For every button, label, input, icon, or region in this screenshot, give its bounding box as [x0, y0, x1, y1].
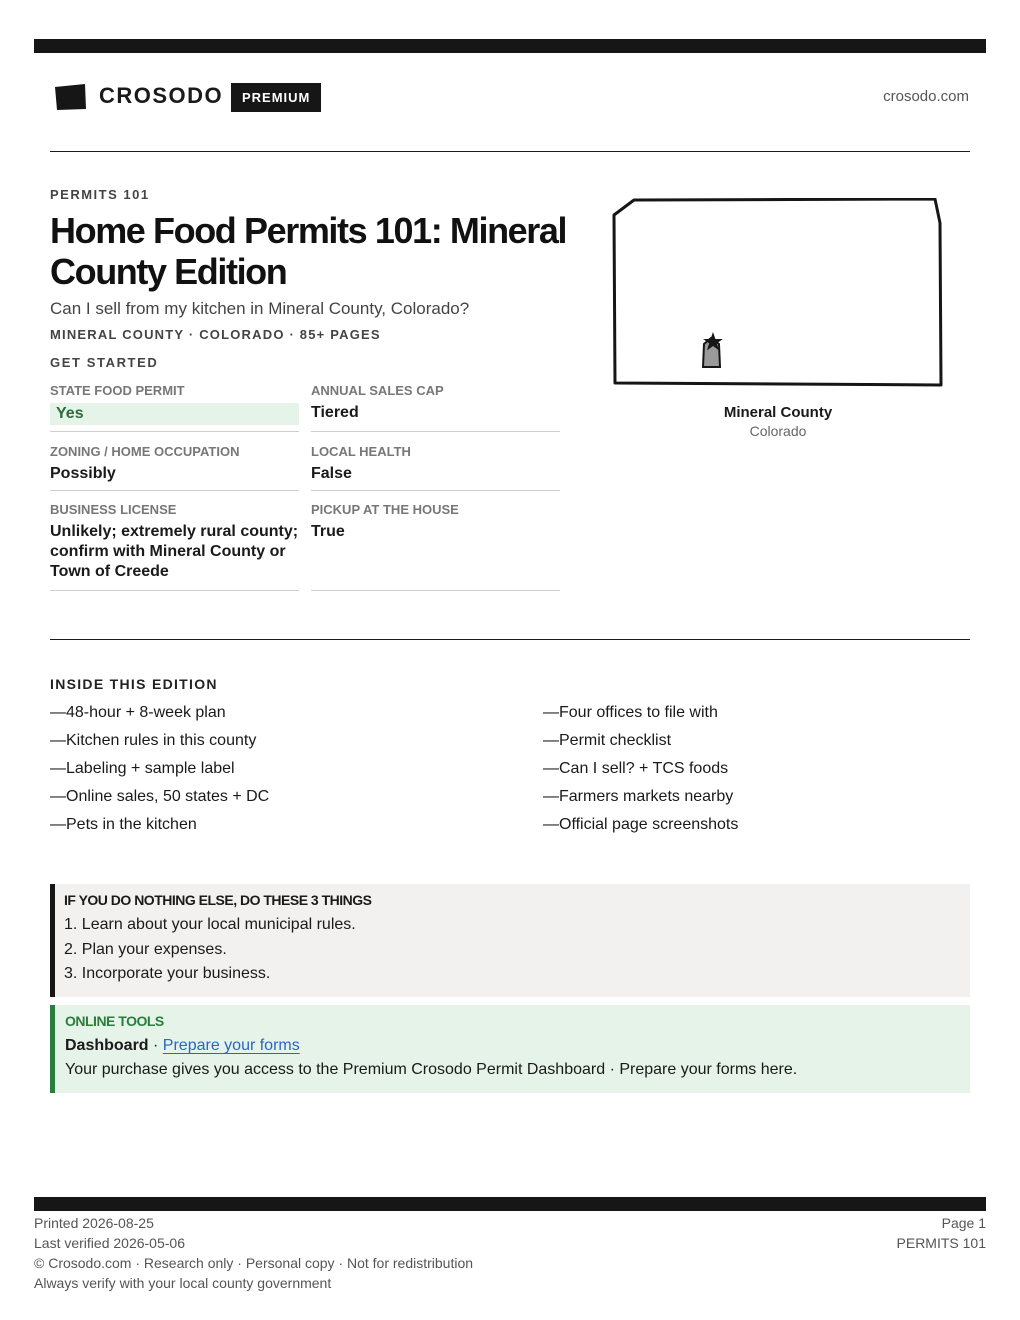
verified-date: Last verified 2026-05-06 [34, 1235, 185, 1251]
toc-item: —Labeling + sample label [50, 760, 235, 777]
fact-value: Yes [50, 403, 299, 425]
map-caption [612, 404, 944, 439]
toc-right-column [543, 703, 963, 843]
separator: · [148, 1037, 163, 1054]
bottom-rule-bar [34, 1197, 986, 1211]
fact-annual-sales-cap [311, 383, 560, 432]
page-subtitle: Can I sell from my kitchen in Mineral County, Colorado? [50, 299, 470, 318]
county-locator-map [612, 198, 944, 390]
fact-value: True [311, 523, 345, 540]
page-title: Home Food Permits 101: Mineral County Edition [50, 210, 567, 292]
callout-item: 1. Learn about your local municipal rules. [64, 916, 356, 933]
colorado-outline [612, 198, 944, 390]
fact-label: BUSINESS LICENSE [50, 502, 177, 517]
fact-zoning-home-occupation [50, 444, 299, 491]
fact-label: ANNUAL SALES CAP [311, 383, 444, 398]
section-divider [50, 639, 970, 640]
online-tools-panel [50, 1005, 970, 1093]
footer-section: PERMITS 101 [896, 1235, 986, 1251]
toc-item: —Can I sell? + TCS foods [543, 760, 729, 777]
map-state-name: Colorado [749, 423, 807, 439]
prepare-forms-link[interactable]: Prepare your forms [162, 1037, 300, 1054]
section-eyebrow: PERMITS 101 [50, 187, 150, 202]
premium-badge: PREMIUM [231, 83, 321, 112]
fact-value: Possibly [50, 465, 116, 482]
tools-description: Your purchase gives you access to the Premium Crosodo Permit Dashboard · Prepare your forms here. [65, 1061, 798, 1078]
callout-item: 2. Plan your expenses. [64, 940, 227, 958]
toc-item: —Kitchen rules in this county [50, 732, 257, 749]
footer-right [897, 1213, 986, 1253]
copyright-notice: © Crosodo.com · Research only · Personal copy · Not for redistribution [34, 1255, 474, 1271]
toc-item: —Farmers markets nearby [543, 788, 734, 805]
fact-value: False [311, 465, 352, 482]
toc-item: —Online sales, 50 states + DC [50, 788, 270, 805]
fact-label: ZONING / HOME OCCUPATION [50, 444, 240, 459]
brand-name: CROSODO [99, 83, 224, 108]
footer-left [34, 1213, 473, 1293]
three-things-callout [50, 884, 970, 997]
site-url[interactable]: crosodo.com [883, 88, 969, 105]
toc-item: —Permit checklist [543, 732, 672, 749]
star-marker-icon [703, 332, 723, 367]
toc-item: —48-hour + 8-week plan [50, 704, 226, 721]
toc-item: —Pets in the kitchen [50, 816, 197, 833]
fact-value: Unlikely; extremely rural county; confirm with Mineral County or Town of Creede [50, 523, 299, 580]
toc-item: —Official page screenshots [543, 816, 739, 833]
fact-label: STATE FOOD PERMIT [50, 383, 185, 398]
tools-links-line [65, 1037, 970, 1055]
callout-heading: IF YOU DO NOTHING ELSE, DO THESE 3 THINGS [64, 892, 372, 908]
fact-label: LOCAL HEALTH [311, 444, 411, 459]
callout-item: 3. Incorporate your business. [64, 965, 271, 982]
header-divider [50, 151, 970, 152]
page-number: Page 1 [941, 1215, 986, 1231]
fact-business-license [50, 502, 299, 591]
fact-pickup-at-house [311, 502, 560, 591]
printed-date: Printed 2026-08-25 [34, 1215, 154, 1231]
fact-label: PICKUP AT THE HOUSE [311, 502, 459, 517]
inside-edition-heading: INSIDE THIS EDITION [50, 676, 218, 692]
page-header [50, 80, 970, 114]
toc-left-column [50, 703, 470, 843]
tools-heading: ONLINE TOOLS [65, 1013, 164, 1029]
fact-local-health [311, 444, 560, 491]
dashboard-label: Dashboard [65, 1037, 149, 1054]
verify-note: Always verify with your local county government [34, 1275, 332, 1291]
get-started-heading: GET STARTED [50, 355, 159, 370]
fact-value: Tiered [311, 404, 359, 421]
crosodo-logo-icon [54, 84, 86, 110]
top-rule-bar [34, 39, 986, 53]
map-county-name: Mineral County [723, 404, 833, 421]
fact-state-food-permit [50, 383, 299, 432]
edition-meta: MINERAL COUNTY · COLORADO · 85+ PAGES [50, 327, 381, 342]
toc-item: —Four offices to file with [543, 704, 718, 721]
